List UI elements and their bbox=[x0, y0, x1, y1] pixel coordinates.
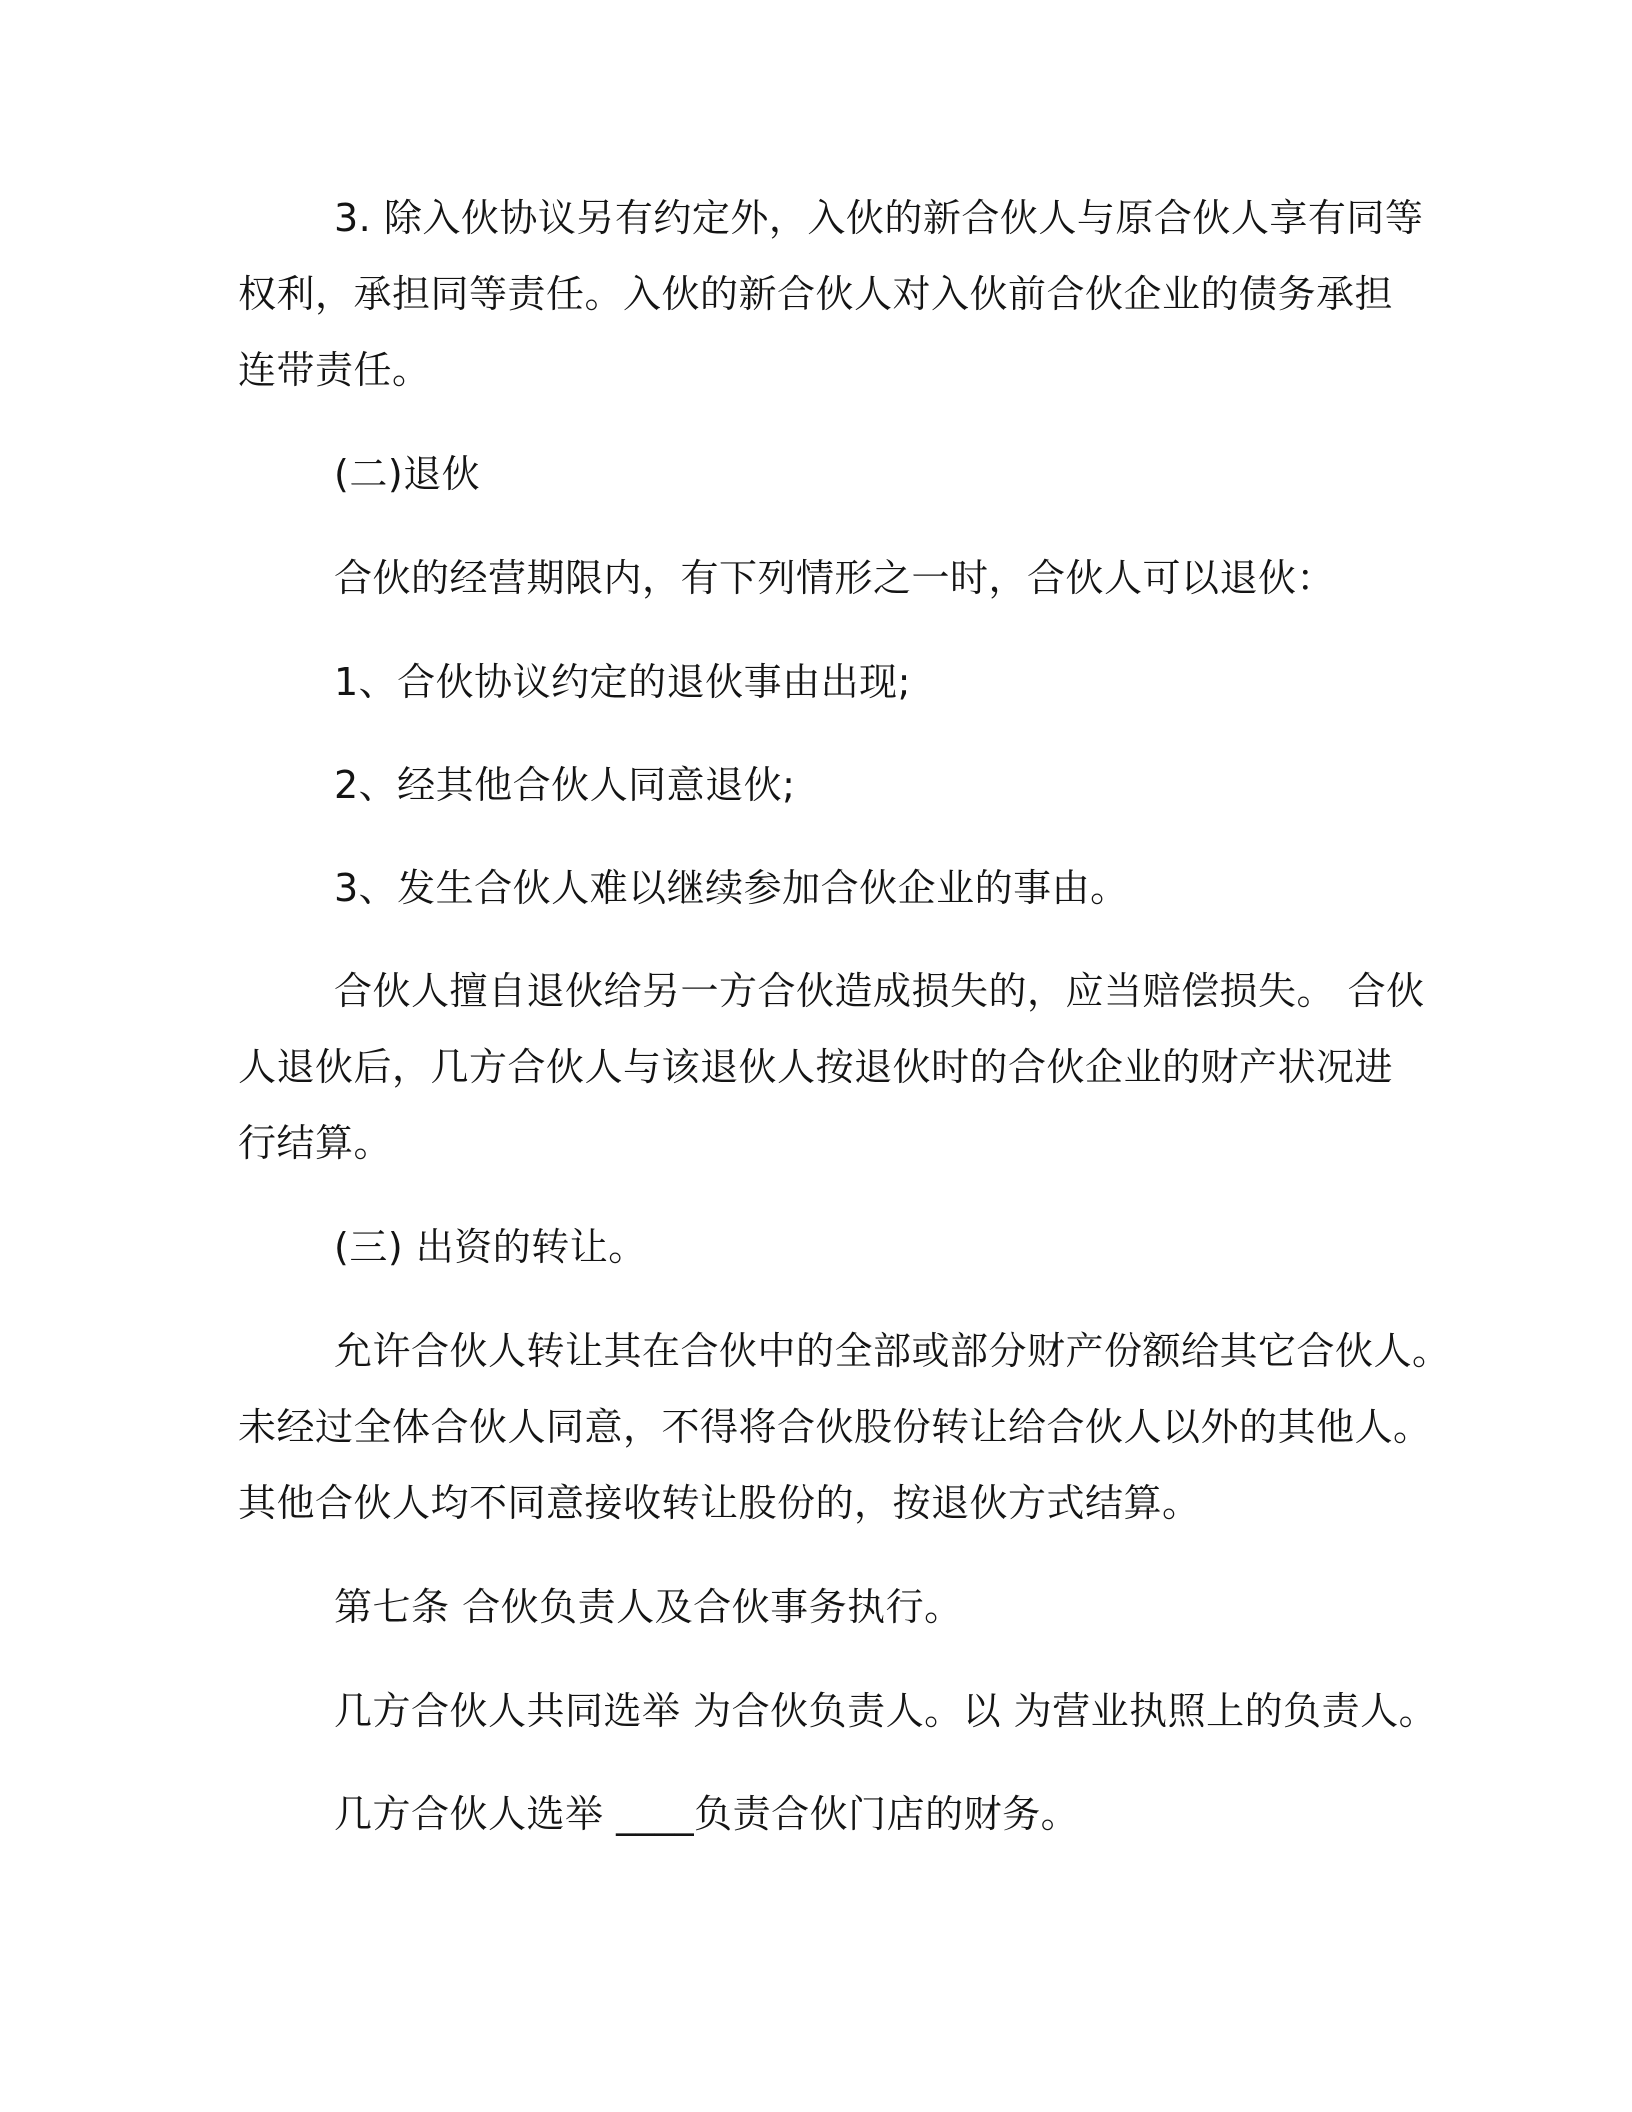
article-7-finance-election: 几方合伙人选举 ____负责合伙门店的财务。 bbox=[334, 1792, 1080, 1836]
withdrawal-item-3: 3、发生合伙人难以继续参加合伙企业的事由。 bbox=[334, 866, 1129, 910]
transfer-paragraph-line-1: 允许合伙人转让其在合伙中的全部或部分财产份额给其它合伙人。 bbox=[334, 1329, 1451, 1373]
unauthorized-withdrawal-line-1: 合伙人擅自退伙给另一方合伙造成损失的，应当赔偿损失。 合伙 bbox=[334, 969, 1425, 1013]
unauthorized-withdrawal-line-3: 行结算。 bbox=[238, 1121, 393, 1165]
section-heading-withdrawal: (二)退伙 bbox=[334, 452, 481, 496]
article-7-leader-election: 几方合伙人共同选举 为合伙负责人。以 为营业执照上的负责人。 bbox=[334, 1689, 1438, 1733]
section-heading-transfer: (三) 出资的转让。 bbox=[334, 1225, 647, 1269]
transfer-paragraph-line-2: 未经过全体合伙人同意，不得将合伙股份转让给合伙人以外的其他人。 bbox=[238, 1405, 1432, 1449]
paragraph-3-admission-line-1: 3. 除入伙协议另有约定外，入伙的新合伙人与原合伙人享有同等 bbox=[334, 196, 1424, 240]
withdrawal-item-2: 2、经其他合伙人同意退伙; bbox=[334, 763, 796, 807]
paragraph-3-admission-line-2: 权利，承担同等责任。入伙的新合伙人对入伙前合伙企业的债务承担 bbox=[238, 272, 1394, 316]
unauthorized-withdrawal-line-2: 人退伙后，几方合伙人与该退伙人按退伙时的合伙企业的财产状况进 bbox=[238, 1045, 1394, 1089]
withdrawal-item-1: 1、合伙协议约定的退伙事由出现; bbox=[334, 660, 911, 704]
transfer-paragraph-line-3: 其他合伙人均不同意接收转让股份的，按退伙方式结算。 bbox=[238, 1481, 1201, 1525]
article-7-heading: 第七条 合伙负责人及合伙事务执行。 bbox=[334, 1585, 963, 1629]
paragraph-3-admission-line-3: 连带责任。 bbox=[238, 348, 431, 392]
withdrawal-intro: 合伙的经营期限内，有下列情形之一时，合伙人可以退伙： bbox=[334, 556, 1336, 600]
